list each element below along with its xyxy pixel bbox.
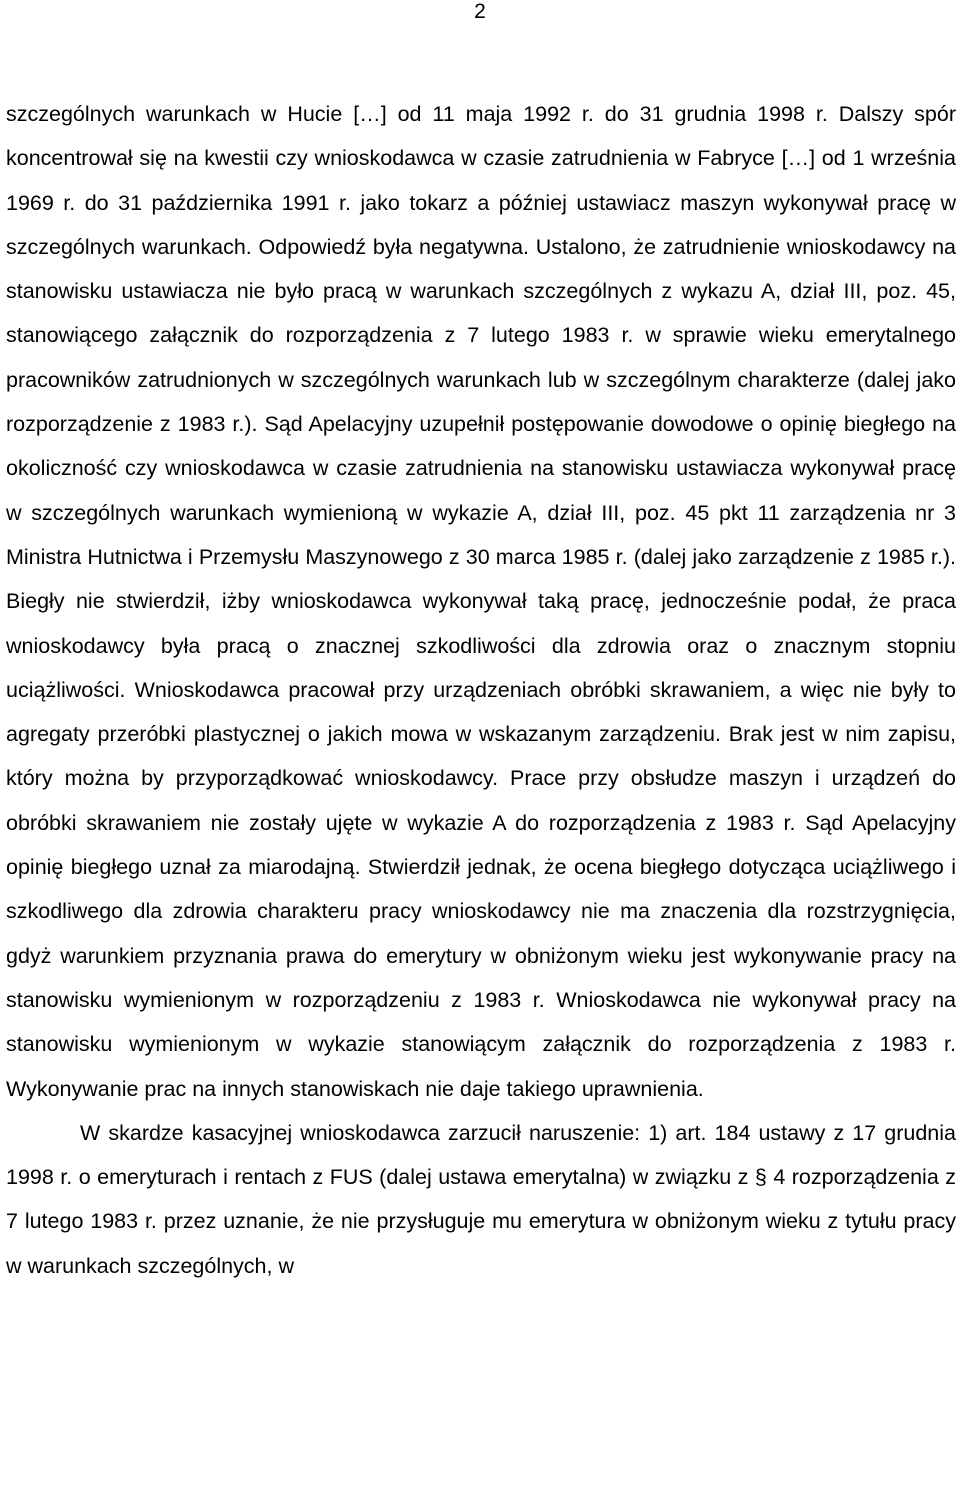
paragraph-1: szczególnych warunkach w Hucie […] od 11 maja 1992 r. do 31 grudnia 1998 r. Dalszy spór koncentrował się na kwestii czy wnioskodawca w czasie zatrudnienia w Fabryce […] od 1 września 1969 r. do 31 października 1991 r. jako tokarz a później ustawiacz maszyn wykonywał pracę w szczególnych warunkach. Odpowiedź była negatywna. Ustalono, że zatrudnienie wnioskodawcy na stanowisku ustawiacza nie było pracą w warunkach szczególnych z wykazu A, dział III, poz. 45, stanowiącego załącznik do rozporządzenia z 7 lutego 1983 r. w sprawie wieku emerytalnego pracowników zatrudnionych w szczególnych warunkach lub w szczególnym charakterze (dalej jako rozporządzenie z 1983 r.). Sąd Apelacyjny uzupełnił postępowanie dowodowe o opinię biegłego na okoliczność czy wnioskodawca w czasie zatrudnienia na stanowisku ustawiacza wykonywał pracę w szczególnych warunkach wymienioną w wykazie A, dział III, poz. 45 pkt 11 zarządzenia nr 3 Ministra Hutnictwa i Przemysłu Maszynowego z 30 marca 1985 r. (dalej jako zarządzenie z 1985 r.). Biegły nie stwierdził, iżby wnioskodawca wykonywał taką pracę, jednocześnie podał, że praca wnioskodawcy była pracą o znacznej szkodliwości dla zdrowia oraz o znacznym stopniu uciążliwości. Wnioskodawca pracował przy urządzeniach obróbki skrawaniem, a więc nie były to agregaty przeróbki plastycznej o jakich mowa w wskazanym zarządzeniu. Brak jest w nim zapisu, który można by przyporządkować wnioskodawcy. Prace przy obsłudze maszyn i urządzeń do obróbki skrawaniem nie zostały ujęte w wykazie A do rozporządzenia z 1983 r. Sąd Apelacyjny opinię biegłego uznał za miarodajną. Stwierdził jednak, że ocena biegłego dotycząca uciążliwego i szkodliwego dla zdrowia charakteru pracy wnioskodawcy nie ma znaczenia dla rozstrzygnięcia, gdyż warunkiem przyznania prawa do emerytury w obniżonym wieku jest wykonywanie pracy na stanowisku wymienionym w rozporządzeniu z 1983 r. Wnioskodawca nie wykonywał pracy na stanowisku wymienionym w wykazie stanowiącym załącznik do rozporządzenia z 1983 r. Wykonywanie prac na innych stanowiskach nie daje takiego uprawnienia. <box>6 102 956 1101</box>
document-body <box>6 92 956 1288</box>
page-number: 2 <box>474 0 486 23</box>
paragraph-2: W skardze kasacyjnej wnioskodawca zarzucił naruszenie: 1) art. 184 ustawy z 17 grudnia 1998 r. o emeryturach i rentach z FUS (dalej ustawa emerytalna) w związku z § 4 rozporządzenia z 7 lutego 1983 r. przez uznanie, że nie przysługuje mu emerytura w obniżonym wieku z tytułu pracy w warunkach szczególnych, w <box>6 1120 956 1278</box>
